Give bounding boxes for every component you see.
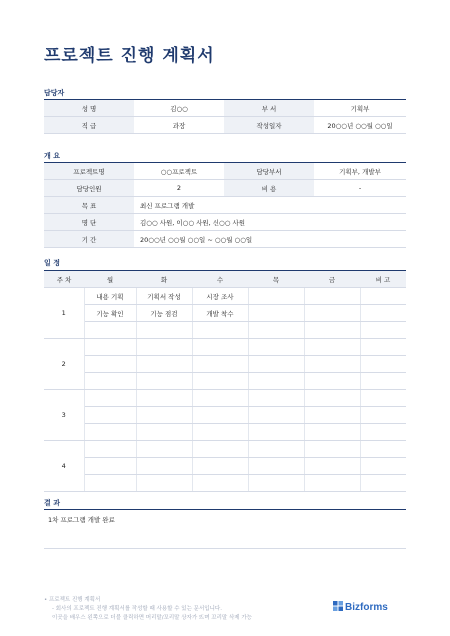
schedule-cell (360, 305, 406, 322)
schedule-cell: 기획서 작성 (136, 288, 192, 305)
schedule-cell (136, 441, 192, 458)
section-schedule-label: 일 정 (44, 259, 60, 267)
schedule-cell (248, 441, 304, 458)
schedule-header-row (44, 271, 406, 288)
week-number-cell: 1 (44, 288, 84, 339)
week-number-cell: 3 (44, 390, 84, 441)
schedule-cell (192, 390, 248, 407)
schedule-cell (304, 407, 360, 424)
mon-header: 월 (84, 271, 136, 288)
schedule-cell (360, 390, 406, 407)
table-row (44, 339, 406, 356)
table-row (44, 197, 406, 214)
cost-value: - (314, 180, 406, 197)
goal-value: 최신 프로그램 개발 (134, 197, 406, 214)
schedule-cell (136, 373, 192, 390)
schedule-cell (136, 475, 192, 492)
week-number-cell: 4 (44, 441, 84, 492)
schedule-cell (192, 322, 248, 339)
schedule-cell (248, 390, 304, 407)
schedule-cell (84, 339, 136, 356)
week-header: 주 차 (44, 271, 84, 288)
footer-note (44, 596, 252, 623)
schedule-cell (84, 407, 136, 424)
result-box (44, 509, 406, 549)
schedule-cell (192, 339, 248, 356)
schedule-cell (136, 458, 192, 475)
schedule-cell (136, 390, 192, 407)
project-name-value: ○○프로젝트 (134, 163, 224, 180)
schedule-cell (304, 322, 360, 339)
cost-label: 비 용 (224, 180, 314, 197)
schedule-cell (360, 407, 406, 424)
schedule-cell (192, 475, 248, 492)
schedule-cell (248, 356, 304, 373)
schedule-cell (248, 288, 304, 305)
table-row (44, 407, 406, 424)
manager-table (44, 99, 406, 134)
tue-header: 화 (136, 271, 192, 288)
schedule-cell (248, 373, 304, 390)
schedule-cell (192, 458, 248, 475)
result-text: 1차 프로그램 개발 완료 (48, 516, 115, 524)
schedule-cell (192, 373, 248, 390)
team-label: 명 단 (44, 214, 134, 231)
table-row (44, 390, 406, 407)
headcount-value: 2 (134, 180, 224, 197)
schedule-cell (248, 339, 304, 356)
schedule-cell (84, 475, 136, 492)
note-header: 비 고 (360, 271, 406, 288)
footer-line-2: - 회사의 프로젝트 진행 계획서를 작성할 때 사용할 수 있는 문서입니다. (52, 606, 222, 612)
schedule-cell: 개발 착수 (192, 305, 248, 322)
brand-name: Bizforms (345, 602, 388, 613)
name-value: 김○○ (134, 100, 224, 117)
schedule-cell (304, 339, 360, 356)
schedule-cell (84, 322, 136, 339)
schedule-cell (248, 424, 304, 441)
schedule-cell (304, 373, 360, 390)
table-row (44, 100, 406, 117)
footer-line-1: • 프로젝트 진행 계획서 (44, 597, 101, 603)
schedule-cell (360, 339, 406, 356)
schedule-cell (304, 390, 360, 407)
table-row (44, 458, 406, 475)
responsible-dept-label: 담당부서 (224, 163, 314, 180)
schedule-cell (84, 458, 136, 475)
table-row (44, 214, 406, 231)
schedule-cell (248, 475, 304, 492)
schedule-cell (304, 288, 360, 305)
schedule-cell (304, 441, 360, 458)
rank-value: 과장 (134, 117, 224, 134)
table-row (44, 373, 406, 390)
responsible-dept-value: 기획부, 개발부 (314, 163, 406, 180)
section-result-label: 결 과 (44, 499, 60, 507)
thu-header: 목 (248, 271, 304, 288)
schedule-cell: 시장 조사 (192, 288, 248, 305)
overview-table (44, 162, 406, 248)
schedule-cell (360, 458, 406, 475)
goal-label: 목 표 (44, 197, 134, 214)
schedule-cell (248, 322, 304, 339)
name-label: 성 명 (44, 100, 134, 117)
wed-header: 수 (192, 271, 248, 288)
date-label: 작성일자 (224, 117, 314, 134)
table-row (44, 322, 406, 339)
table-row (44, 288, 406, 305)
table-row (44, 441, 406, 458)
schedule-cell (136, 356, 192, 373)
schedule-cell: 내용 기획 (84, 288, 136, 305)
schedule-cell (192, 356, 248, 373)
brand-logo (333, 601, 388, 613)
period-label: 기 간 (44, 231, 134, 248)
schedule-cell: 기능 확인 (84, 305, 136, 322)
schedule-cell (84, 441, 136, 458)
schedule-table (44, 270, 406, 492)
schedule-cell (84, 424, 136, 441)
schedule-cell (360, 288, 406, 305)
schedule-cell (360, 424, 406, 441)
table-row (44, 475, 406, 492)
schedule-cell (248, 458, 304, 475)
schedule-cell (304, 475, 360, 492)
period-value: 20○○년 ○○월 ○○일 ~ ○○월 ○○일 (134, 231, 406, 248)
document-title: 프로젝트 진행 계획서 (44, 46, 215, 66)
department-label: 부 서 (224, 100, 314, 117)
schedule-cell (84, 373, 136, 390)
schedule-cell (136, 407, 192, 424)
schedule-cell (304, 356, 360, 373)
table-row (44, 117, 406, 134)
schedule-cell (248, 407, 304, 424)
schedule-cell (304, 424, 360, 441)
schedule-cell (360, 441, 406, 458)
headcount-label: 담당인원 (44, 180, 134, 197)
project-name-label: 프로젝트명 (44, 163, 134, 180)
fri-header: 금 (304, 271, 360, 288)
schedule-cell (304, 458, 360, 475)
footer-line-3: 이곳을 배우스 왼쪽으로 더블 클릭하면 머리말/꼬리말 상자가 뜨며 꼬리말 삭제 가능 (52, 615, 252, 621)
table-row (44, 180, 406, 197)
week-number-cell: 2 (44, 339, 84, 390)
schedule-cell (192, 424, 248, 441)
schedule-cell (304, 305, 360, 322)
schedule-cell: 기능 점검 (136, 305, 192, 322)
schedule-cell (136, 424, 192, 441)
bizforms-logo-icon (333, 601, 343, 611)
schedule-cell (84, 390, 136, 407)
schedule-cell (360, 356, 406, 373)
schedule-cell (136, 339, 192, 356)
schedule-cell (360, 322, 406, 339)
schedule-cell (248, 305, 304, 322)
schedule-cell (360, 475, 406, 492)
schedule-cell (84, 356, 136, 373)
table-row (44, 305, 406, 322)
table-row (44, 231, 406, 248)
table-row (44, 424, 406, 441)
section-manager-label: 담당자 (44, 89, 65, 97)
schedule-cell (192, 407, 248, 424)
table-row (44, 356, 406, 373)
department-value: 기획부 (314, 100, 406, 117)
schedule-cell (360, 373, 406, 390)
section-overview-label: 개 요 (44, 152, 60, 160)
rank-label: 직 급 (44, 117, 134, 134)
table-row (44, 163, 406, 180)
date-value: 20○○년 ○○월 ○○일 (314, 117, 406, 134)
schedule-cell (192, 441, 248, 458)
team-value: 김○○ 사원, 이○○ 사원, 신○○ 사원 (134, 214, 406, 231)
schedule-cell (136, 322, 192, 339)
